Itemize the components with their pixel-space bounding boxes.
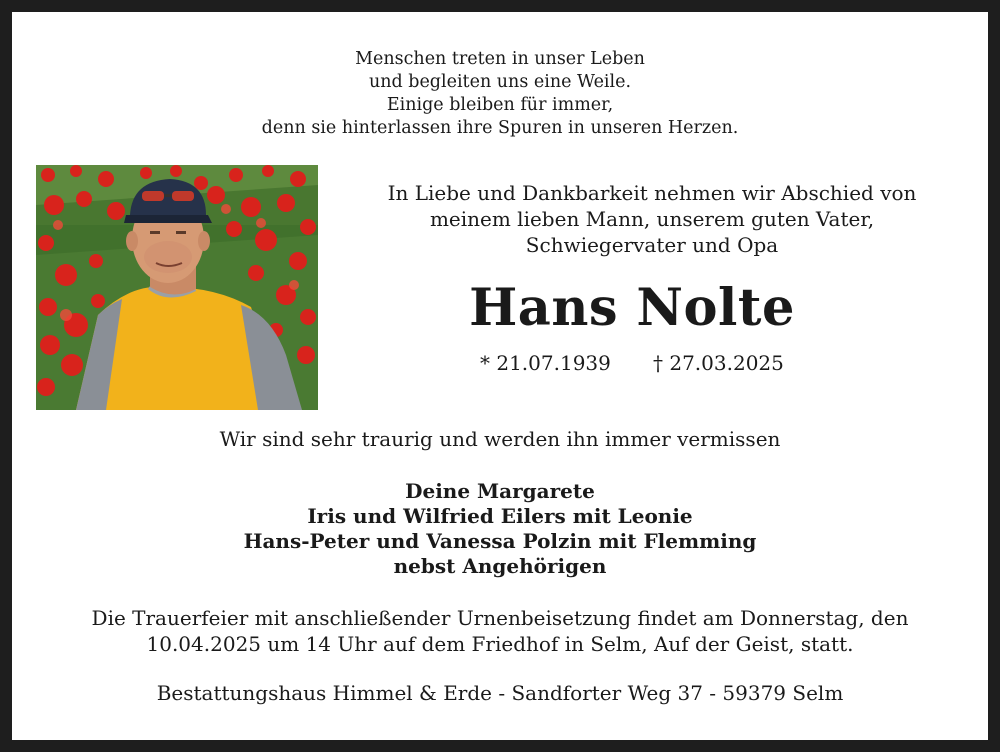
portrait-photo — [36, 165, 318, 410]
undertaker-info: Bestattungshaus Himmel & Erde - Sandforter Weg 37 - 59379 Selm — [156, 681, 844, 705]
poem-line: denn sie hinterlassen ihre Spuren in unseren Herzen. — [261, 118, 739, 138]
service-line: 10.04.2025 um 14 Uhr auf dem Friedhof in Selm, Auf der Geist, statt. — [146, 632, 854, 656]
poem-line: und begleiten uns eine Weile. — [368, 72, 632, 92]
poem-line: Einige bleiben für immer, — [386, 95, 614, 115]
mourner-line: Iris und Wilfried Eilers mit Leonie — [307, 504, 693, 528]
mourners-list — [12, 479, 988, 579]
farewell-intro — [342, 180, 962, 258]
mourner-line: nebst Angehörigen — [393, 554, 607, 578]
obituary-card — [12, 12, 988, 740]
poem — [12, 48, 988, 140]
death-date: † 27.03.2025 — [653, 351, 784, 375]
birth-date: * 21.07.1939 — [480, 351, 611, 375]
service-line: Die Trauerfeier mit anschließender Urnenbeisetzung findet am Donnerstag, den — [91, 606, 909, 630]
intro-line: Schwiegervater und Opa — [525, 233, 779, 257]
mourner-line: Deine Margarete — [405, 479, 595, 503]
funeral-service-info — [12, 605, 988, 657]
sorrow-line: Wir sind sehr traurig und werden ihn immer vermissen — [219, 427, 781, 451]
intro-line: meinem lieben Mann, unserem guten Vater, — [429, 207, 875, 231]
poem-line: Menschen treten in unser Leben — [355, 49, 645, 69]
mourner-line: Hans-Peter und Vanessa Polzin mit Flemming — [243, 529, 757, 553]
intro-line: In Liebe und Dankbarkeit nehmen wir Abschied von — [387, 181, 917, 205]
deceased-name: Hans Nolte — [469, 278, 795, 338]
